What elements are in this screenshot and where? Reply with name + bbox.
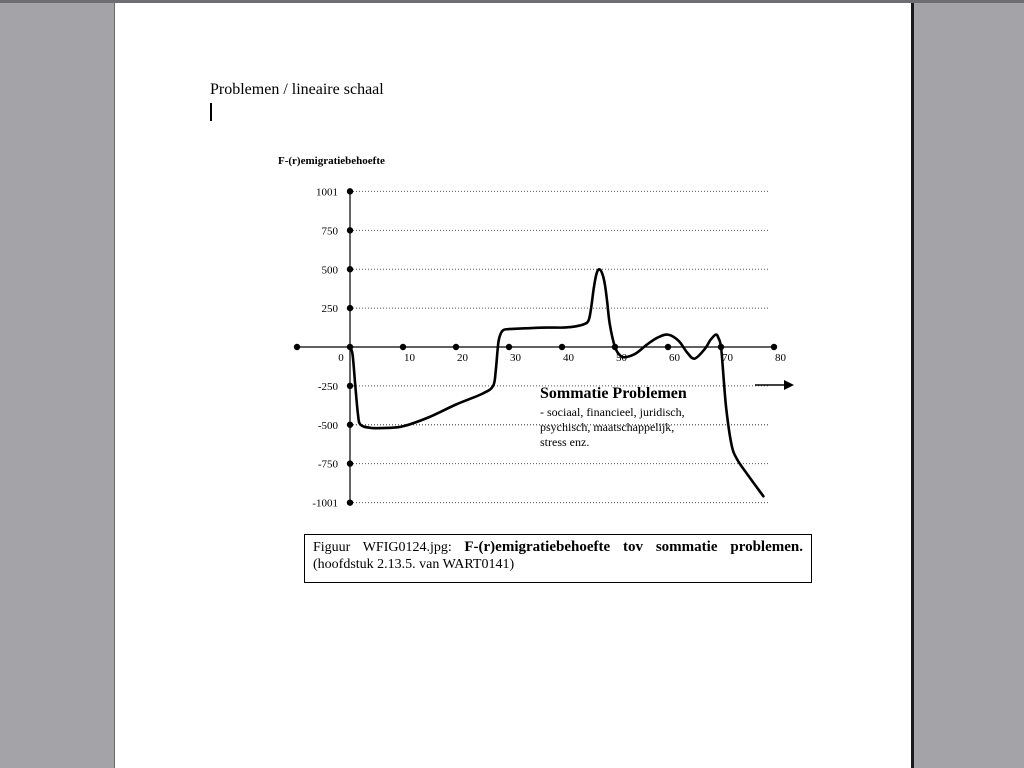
y-tick-dot	[347, 460, 353, 466]
y-tick-label: 1001	[316, 186, 338, 199]
caption-prefix: Figuur WFIG0124.jpg:	[313, 540, 465, 555]
y-tick-dot	[347, 422, 353, 428]
y-tick-dot	[347, 227, 353, 233]
x-tick-label: 20	[457, 352, 468, 364]
y-tick-label: -250	[317, 380, 338, 393]
annotation-title: Sommatie Problemen	[540, 385, 687, 402]
arrow-icon	[784, 380, 794, 390]
caption-suffix: (hoofdstuk 2.13.5. van WART0141)	[313, 557, 515, 572]
x-tick-label: 70	[722, 352, 733, 364]
y-tick-label: 750	[321, 225, 338, 238]
x-tick-dot	[294, 344, 300, 350]
y-axis-label: F-(r)emigratiebehoefte	[278, 155, 385, 167]
x-tick-label: 60	[669, 352, 680, 364]
y-tick-label: 500	[321, 264, 338, 277]
y-tick-dot	[347, 305, 353, 311]
x-tick-label: 50	[616, 352, 627, 364]
x-tick-label: 40	[563, 352, 574, 364]
y-tick-label: -750	[317, 458, 338, 471]
y-tick-label: -500	[317, 419, 338, 432]
y-tick-label: -1001	[312, 497, 338, 510]
x-tick-label: 30	[510, 352, 521, 364]
y-tick-dot	[347, 499, 353, 505]
x-tick-dot	[400, 344, 406, 350]
y-tick-label: 250	[321, 303, 338, 316]
caption-title: F-(r)emigratiebehoefte tov sommatie problemen.	[464, 539, 803, 555]
page-heading: Problemen / lineaire schaal	[210, 81, 384, 98]
annotation-line: psychisch, maatschappelijk,	[540, 420, 675, 434]
x-tick-dot	[771, 344, 777, 350]
annotation-line: stress enz.	[540, 435, 590, 449]
annotation-line: - sociaal, financieel, juridisch,	[540, 405, 685, 419]
y-tick-dot	[347, 383, 353, 389]
x-tick-dot	[559, 344, 565, 350]
x-tick-dot	[665, 344, 671, 350]
x-tick-label: 0	[338, 352, 344, 364]
y-tick-dot	[347, 188, 353, 194]
y-tick-dot	[347, 266, 353, 272]
x-tick-label: 80	[775, 352, 786, 364]
x-tick-label: 10	[404, 352, 415, 364]
x-tick-dot	[453, 344, 459, 350]
x-tick-dot	[506, 344, 512, 350]
data-curve	[350, 269, 763, 496]
